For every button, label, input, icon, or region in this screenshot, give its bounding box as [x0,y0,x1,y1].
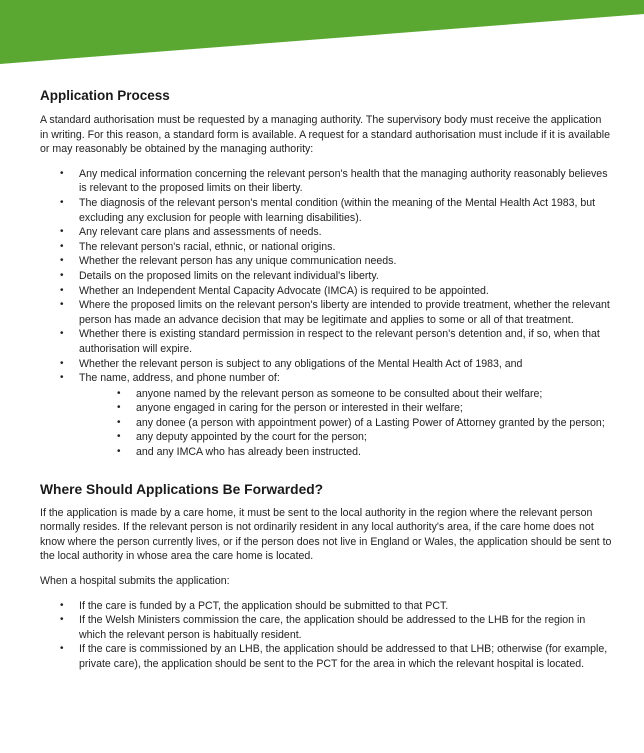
list-item: • Any medical information concerning the relevant person's health that the managing authority reasonably believes is relevant to the proposed limits on their liberty. [60,167,608,195]
list-item: • Where the proposed limits on the relevant person's liberty are intended to provide treatment, whether the relevant person has made an advance decision that may be legitimate and applies to some or all of that treatment. [60,299,610,326]
bullet-icon: • [60,357,64,369]
hospital-list [60,599,612,672]
list-item: • Whether an Independent Mental Capacity Advocate (IMCA) is required to be appointed. [60,284,489,297]
list-item: • If the Welsh Ministers commission the care, the application should be addressed to the LHB for the region in which the relevant person is habitually resident. [60,614,586,641]
list-item: • If the care is funded by a PCT, the application should be submitted to that PCT. [60,599,449,612]
bullet-icon: • [60,614,64,626]
list-item: • Whether the relevant person is subject to any obligations of the Mental Health Act of 1983, and [60,357,523,370]
forwarding-paragraph: If the application is made by a care home, it must be sent to the local authority in the region where the relevant person normally resides. If the relevant person is not ordinarily resident in any local authority's area, if the care home does not know where the person currently lives, or if the person does not live in England or Wales, the application should be sent to the local authority in whose area the care home is located. [40,506,612,563]
sublist-item: • and any IMCA who has already been instructed. [117,446,361,459]
sublist-item: • anyone named by the relevant person as someone to be consulted about their welfare; [117,387,543,400]
green-header-banner [0,0,644,70]
list-item: • Any relevant care plans and assessments of needs. [60,226,322,239]
bullet-icon: • [117,431,121,443]
bullet-icon: • [60,240,64,252]
document-body [40,88,612,672]
bullet-icon: • [117,446,121,458]
list-item: • Details on the proposed limits on the relevant individual's liberty. [60,269,379,282]
bullet-icon: • [60,284,64,296]
bullet-icon: • [60,167,64,179]
requirements-list [60,167,612,460]
bullet-icon: • [60,328,64,340]
bullet-icon: • [60,372,64,384]
contacts-sublist [117,387,612,460]
list-item: • If the care is commissioned by an LHB, the application should be addressed to that LHB; otherwise (for example, private care), the application should be sent to the PCT for the area in which the relevant hospital is located. [60,643,608,670]
bullet-icon: • [60,269,64,281]
bullet-icon: • [117,416,121,428]
sublist-item: • any donee (a person with appointment power) of a Lasting Power of Attorney granted by the person; [117,416,605,429]
list-item: • The name, address, and phone number of: • anyone named by the relevant person as someone to be consulted about their welfare; • anyone engaged in caring for the person or interested in their welfare; • any donee (a person with appointment power) of a Lasting Power of Attorney granted by the person; • any deputy appointed by the court for the person; • and any IMCA who has already been instructed. [60,371,612,460]
bullet-icon: • [117,402,121,414]
forwarding-section [40,482,612,672]
sublist-item: • anyone engaged in caring for the person or interested in their welfare; [117,402,463,415]
list-item: • The relevant person's racial, ethnic, or national origins. [60,240,336,253]
bullet-icon: • [60,226,64,238]
application-process-section [40,88,612,460]
list-item: • Whether there is existing standard permission in respect to the relevant person's detention and, if so, when that authorisation will expire. [60,328,600,355]
list-item: • Whether the relevant person has any unique communication needs. [60,255,397,268]
bullet-icon: • [60,643,64,655]
application-process-heading: Application Process [40,88,170,103]
bullet-icon: • [60,299,64,311]
bullet-icon: • [117,387,121,399]
hospital-intro: When a hospital submits the application: [40,575,230,588]
application-process-intro: A standard authorisation must be requested by a managing authority. The supervisory body must receive the application in writing. For this reason, a standard form is available. A request for a standard authorisation must include if it is available or may reasonably be obtained by the managing authority: [40,114,610,156]
bullet-icon: • [60,599,64,611]
bullet-icon: • [60,255,64,267]
bullet-icon: • [60,196,64,208]
sublist-item: • any deputy appointed by the court for the person; [117,431,367,444]
forwarding-heading: Where Should Applications Be Forwarded? [40,481,324,497]
list-item: • The diagnosis of the relevant person's mental condition (within the meaning of the Mental Health Act 1983, but excluding any exclusion for people with learning disabilities). [60,196,596,224]
